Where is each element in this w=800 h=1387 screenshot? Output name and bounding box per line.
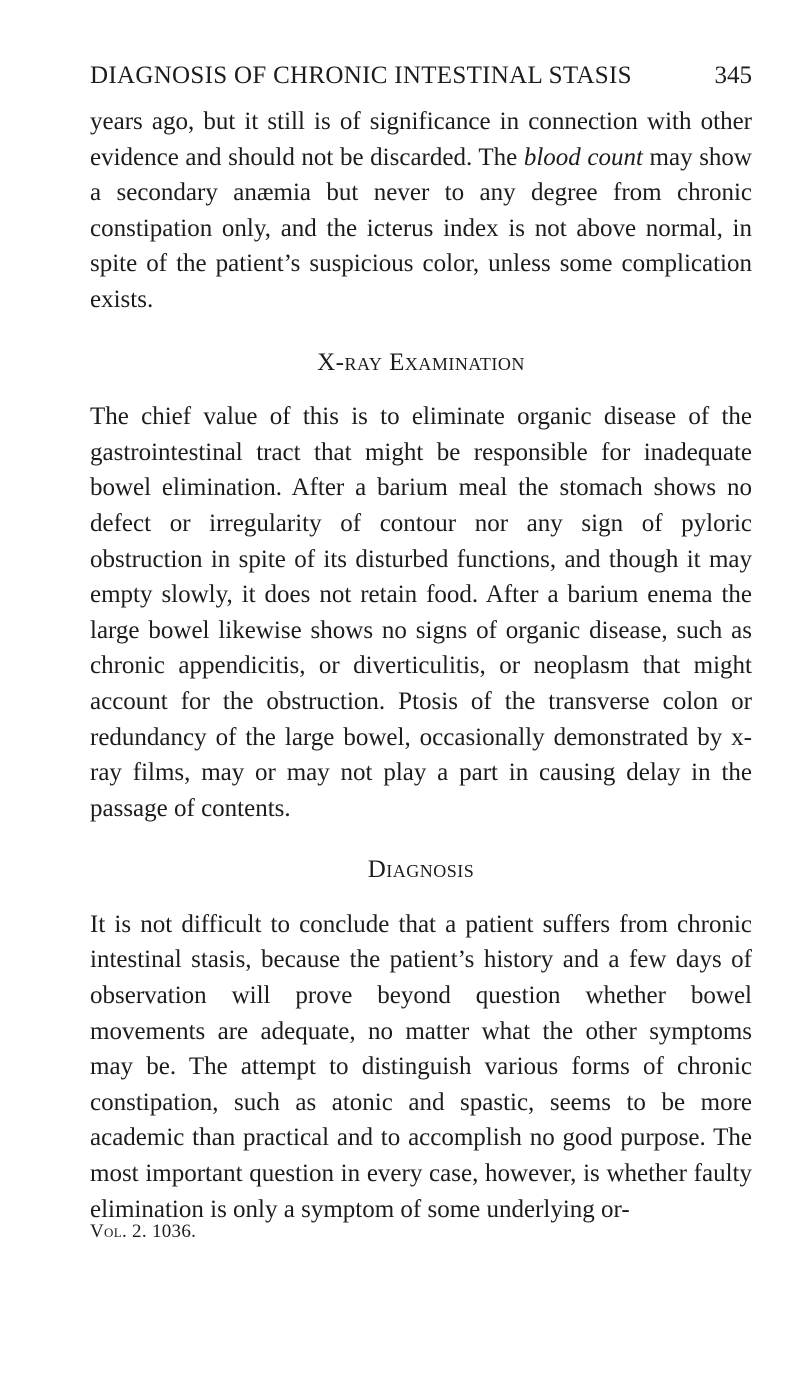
body-text [90,104,752,1227]
page-header [90,62,752,102]
section-heading-diagnosis: Diagnosis [367,856,475,884]
section-heading-xray-examination: X-ray Examination [317,348,525,376]
paragraph-continued [90,104,752,318]
volume-signature: Vol. 2. 1036. [90,1221,197,1242]
paragraph-xray-examination: The chief value of this is to eliminate organic disease of the gastrointestinal tract that might be responsible for inadequate bowel elimination. After a barium meal the stomach shows no defect or irregularity of contour nor any sign of pyloric obstruction in spite of its disturbed functions, and though it may empty slowly, it does not retain food. After a barium enema the large bowel likewise shows no signs of organic disease, such as chronic appendicitis, or diverticulitis, or neoplasm that might account for the obstruction. Ptosis of the transverse colon or redundancy of the large bowel, occasionally demonstrated by x-ray films, may or may not play a part in causing delay in the passage of contents. [90,403,752,822]
page-number: 345 [714,62,752,89]
italic-term-blood-count: blood count [523,143,643,171]
signature-mark [90,1221,196,1243]
paragraph-diagnosis: It is not difficult to conclude that a patient suffers from chronic intestinal stasis, because the patient’s history and a few days of observation will prove beyond question whether bowel movements are adequate, no matter what the other symptoms may be. The attempt to distinguish various forms of chronic constipation, such as atonic and spastic, seems to be more academic than practical and to accomplish no good purpose. The most important question in every case, however, is whether faulty elimination is only a symptom of some underlying or- [90,910,752,1223]
paragraph-text-part: years ago, but it still is of significance in connection with other evidence and should not be discarded. The [90,108,752,171]
paragraph-text-part: may show a secondary anæmia but never to any degree from chronic constipation only, and the icterus index is not above normal, in spite of the patient’s suspicious color, unless some complication exists. [90,143,752,313]
running-title: DIAGNOSIS OF CHRONIC INTESTINAL STASIS [90,62,632,89]
